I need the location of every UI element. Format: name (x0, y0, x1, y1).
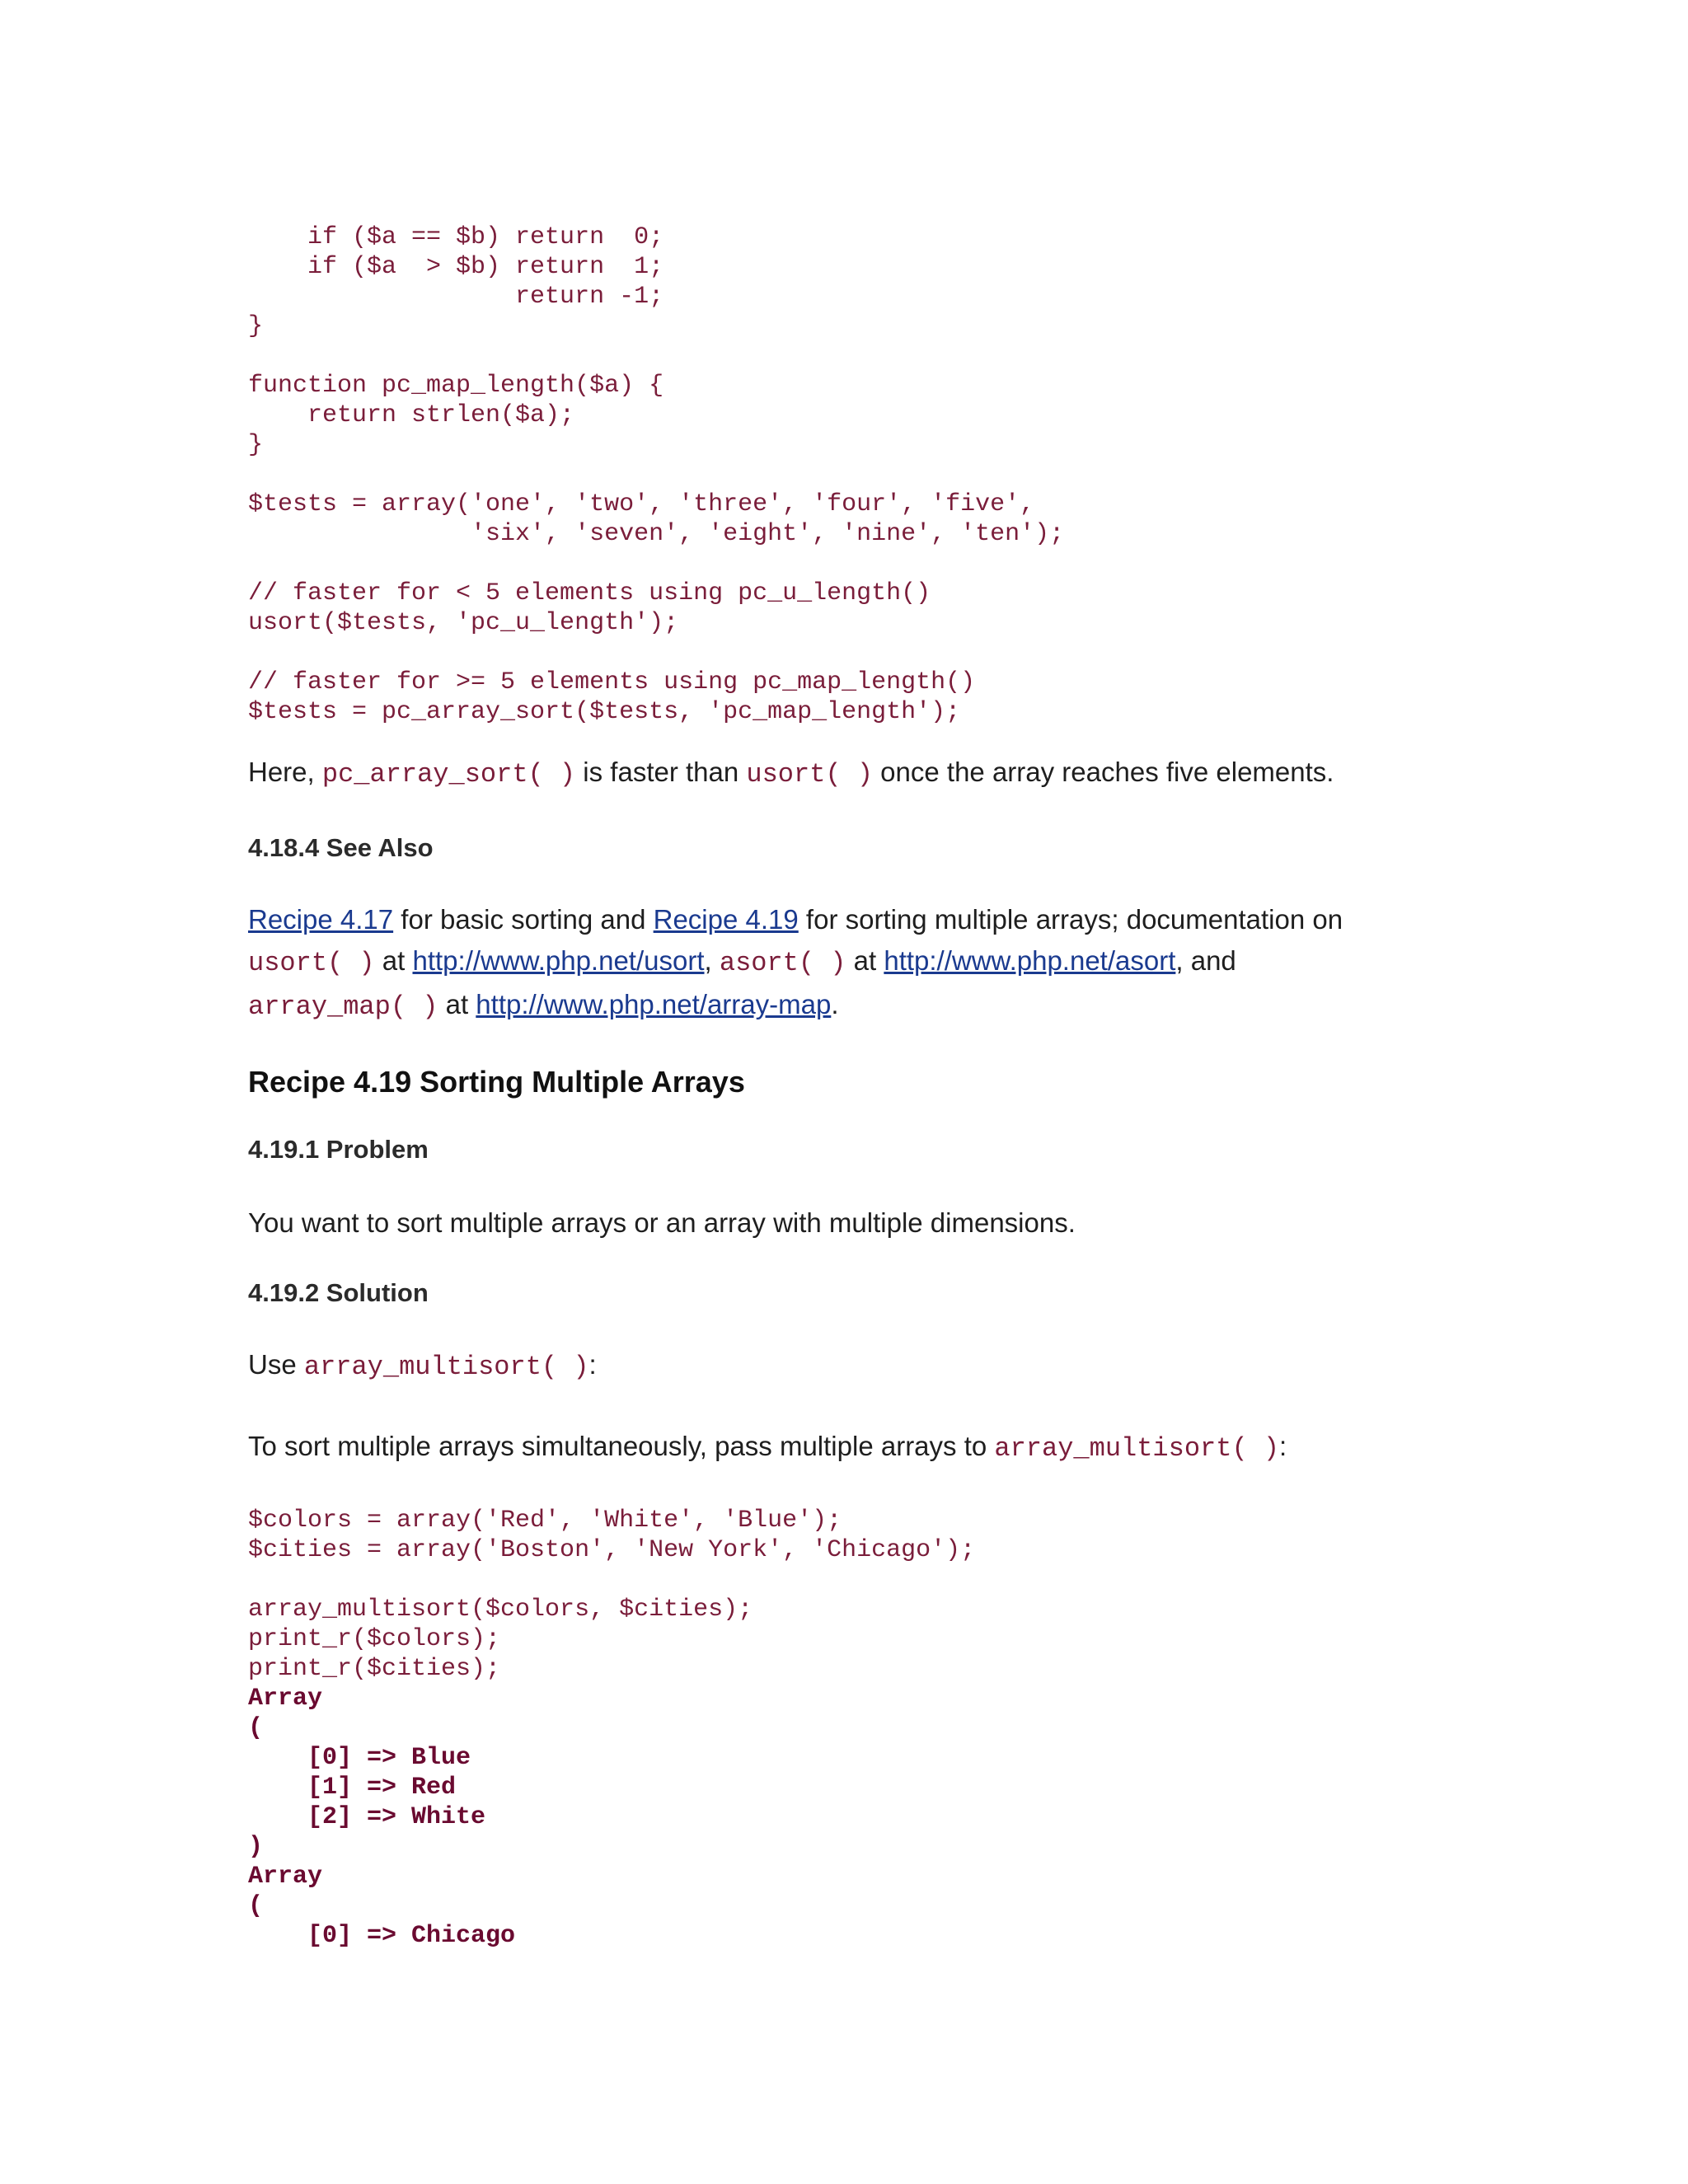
text-span: for sorting multiple arrays; documentation on (798, 904, 1343, 935)
output-line: ( (248, 1892, 264, 1920)
code-blank-line (248, 638, 1451, 668)
inline-code: usort( ) (248, 948, 375, 978)
inline-code: array_map( ) (248, 991, 438, 1022)
output-line: [2] => White (248, 1803, 486, 1831)
code-line: return strlen($a); (248, 401, 575, 429)
link-php-asort[interactable]: http://www.php.net/asort (884, 945, 1176, 976)
paragraph-use (248, 1344, 1451, 1388)
heading-problem: 4.19.1 Problem (248, 1135, 429, 1164)
link-php-usort[interactable]: http://www.php.net/usort (412, 945, 705, 976)
code-line: $tests = array('one', 'two', 'three', 'four', 'five', (248, 490, 1035, 518)
code-line: // faster for < 5 elements using pc_u_length() (248, 579, 931, 607)
output-line: ( (248, 1714, 264, 1742)
code-blank-line (248, 341, 1451, 371)
inline-code: usort( ) (746, 759, 874, 790)
text-span: for basic sorting and (393, 904, 654, 935)
code-blank-line (248, 1565, 1451, 1595)
link-php-array-map[interactable]: http://www.php.net/array-map (476, 989, 832, 1019)
code-line: $tests = pc_array_sort($tests, 'pc_map_length'); (248, 698, 961, 726)
code-line: print_r($colors); (248, 1625, 501, 1653)
link-recipe-4-17[interactable]: Recipe 4.17 (248, 904, 394, 935)
code-line: function pc_map_length($a) { (248, 372, 664, 400)
heading-see-also: 4.18.4 See Also (248, 833, 434, 862)
code-line: } (248, 431, 264, 459)
paragraph-sort-simultaneously (248, 1426, 1451, 1469)
code-line: print_r($cities); (248, 1655, 501, 1683)
text-span: at (846, 945, 884, 976)
paragraph-see-also (248, 899, 1451, 1028)
code-block-multisort (248, 1506, 1451, 1951)
document-page (248, 223, 1451, 1951)
text-span: To sort multiple arrays simultaneously, pass multiple arrays to (248, 1431, 995, 1461)
output-line: Array (248, 1685, 323, 1713)
inline-code: array_multisort( ) (994, 1433, 1280, 1464)
text-span: at (438, 989, 476, 1019)
code-line: 'six', 'seven', 'eight', 'nine', 'ten'); (248, 520, 1065, 548)
text-span: at (374, 945, 413, 976)
output-line: Array (248, 1863, 323, 1891)
code-line: $cities = array('Boston', 'New York', 'Chicago'); (248, 1536, 976, 1564)
output-line: [1] => Red (248, 1774, 457, 1802)
inline-code: asort( ) (719, 948, 846, 978)
recipe-title: Recipe 4.19 Sorting Multiple Arrays (248, 1065, 745, 1099)
text-span: : (588, 1349, 597, 1380)
text-span: : (1279, 1431, 1287, 1461)
code-line: usort($tests, 'pc_u_length'); (248, 609, 679, 637)
text-span: Here, (248, 757, 322, 787)
code-line: // faster for >= 5 elements using pc_map_length() (248, 668, 976, 696)
code-blank-line (248, 549, 1451, 579)
output-line: [0] => Chicago (248, 1922, 516, 1950)
text-span: , and (1175, 945, 1236, 976)
text-span: , (704, 945, 720, 976)
code-line: $colors = array('Red', 'White', 'Blue'); (248, 1507, 842, 1535)
text-span: is faster than (575, 757, 747, 787)
paragraph-problem: You want to sort multiple arrays or an array with multiple dimensions. (248, 1207, 1076, 1238)
text-span: . (831, 989, 839, 1019)
code-line: } (248, 312, 264, 340)
code-line: return -1; (248, 283, 664, 311)
output-line: ) (248, 1833, 264, 1861)
paragraph-performance-note (248, 752, 1451, 795)
output-line: [0] => Blue (248, 1744, 471, 1772)
code-blank-line (248, 460, 1451, 490)
code-line: if ($a > $b) return 1; (248, 253, 664, 281)
text-span: Use (248, 1349, 304, 1380)
text-span: once the array reaches five elements. (873, 757, 1334, 787)
code-line: if ($a == $b) return 0; (248, 223, 664, 251)
link-recipe-4-19[interactable]: Recipe 4.19 (653, 904, 799, 935)
inline-code: pc_array_sort( ) (321, 759, 576, 790)
code-block-comparators (248, 223, 1451, 727)
heading-solution: 4.19.2 Solution (248, 1278, 429, 1307)
code-line: array_multisort($colors, $cities); (248, 1596, 753, 1624)
inline-code: array_multisort( ) (303, 1352, 589, 1382)
